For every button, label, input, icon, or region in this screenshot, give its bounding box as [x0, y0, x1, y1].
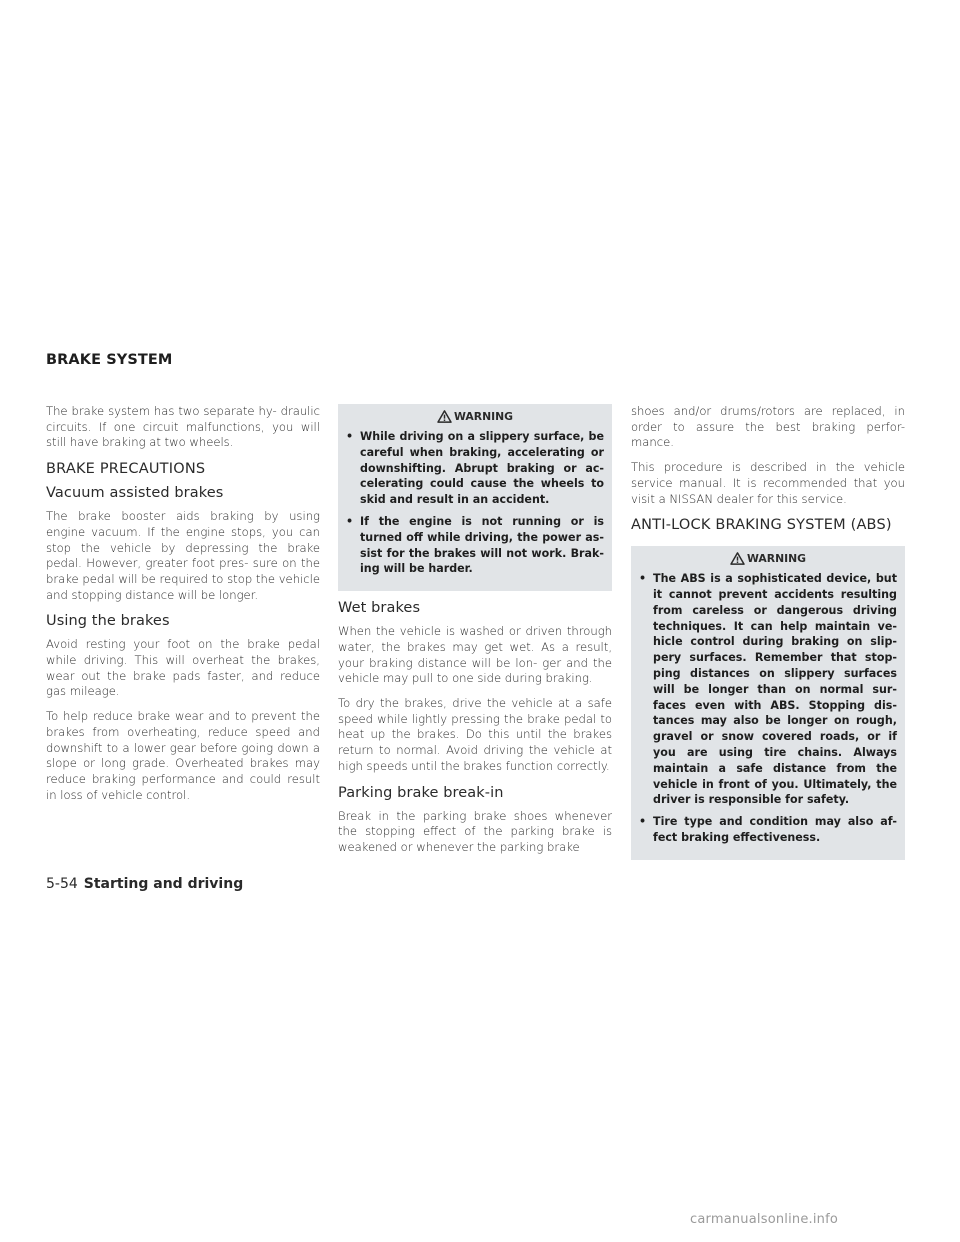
- column-1: [46, 404, 320, 812]
- wet-paragraph-1: When the vehicle is washed or driven through water, the brakes may get wet. As a result, your braking distance will be lon- ger and the vehicle may pull to one side during braking.: [338, 624, 612, 686]
- bullet: •: [639, 572, 647, 586]
- warning-item: [346, 514, 604, 577]
- warning-header: [346, 408, 604, 425]
- warning-box-brakes: [338, 404, 612, 591]
- warning-triangle-icon: [730, 552, 745, 565]
- warning-text: While driving on a slippery surface, be careful when braking, accelerating or downshifting. Abrupt braking or ac- celerating could cause the wheels to skid and result in an accident.: [360, 430, 604, 507]
- bullet: •: [346, 430, 354, 443]
- warning-text: The ABS is a sophisticated device, but it cannot prevent accidents resulting from careless or dangerous driving techniques. It can help maintain ve- hicle control during braking on slip- pery surfaces. Remember that stop- ping distances on slippery surfaces will be longer than on normal sur- faces even with ABS. Stopping dis- tances may also be longer on rough, gravel or snow covered roads, or if you are using tire chains. Always maintain a safe distance from the vehicle in front of you. Ultimately, the driver is responsible for safety.: [653, 572, 897, 807]
- using-paragraph-2: To help reduce brake wear and to prevent the brakes from overheating, reduce speed and downshift to a lower gear before going down a slope or long grade. Overheated brakes may reduce braking performance and could result in loss of vehicle control.: [46, 709, 320, 802]
- warning-item: [346, 429, 604, 508]
- warning-text: Tire type and condition may also af- fect braking effectiveness.: [653, 815, 897, 844]
- watermark: carmanualsonline.info: [690, 1212, 839, 1227]
- warning-item: [639, 571, 897, 808]
- chapter-title: Starting and driving: [83, 876, 244, 892]
- parking-paragraph: Break in the parking brake shoes whenever the stopping effect of the parking brake is weakened or whenever the parking brake: [338, 808, 612, 854]
- heading-wet-brakes: Wet brakes: [338, 600, 421, 617]
- warning-label: WARNING: [746, 552, 807, 566]
- page-number: 5-54: [46, 876, 78, 892]
- warning-box-abs: [631, 546, 905, 860]
- bullet: •: [639, 815, 647, 829]
- heading-parking-brake: Parking brake break-in: [338, 784, 504, 801]
- vacuum-paragraph: The brake booster aids braking by using engine vacuum. If the engine stops, you can stop the vehicle by depressing the brake pedal. However, greater foot pres- sure on the brake pedal will be required to stop the vehicle and stopping distance will be longer.: [46, 509, 320, 602]
- column-2: [338, 404, 612, 865]
- intro-paragraph: The brake system has two separate hy- draulic circuits. If one circuit malfunctions, you will still have braking at two wheels.: [46, 404, 320, 450]
- using-paragraph-1: Avoid resting your foot on the brake pedal while driving. This will overheat the brakes, wear out the brake pads faster, and reduce gas mileage.: [46, 637, 320, 699]
- procedure-paragraph: This procedure is described in the vehicle service manual. It is recommended that you visit a NISSAN dealer for this service.: [631, 460, 905, 506]
- bullet: •: [346, 514, 354, 528]
- warning-text: If the engine is not running or is turned off while driving, the power as- sist for the brakes will not work. Brak- ing will be harder.: [360, 514, 604, 576]
- heading-abs: ANTI-LOCK BRAKING SYSTEM (ABS): [631, 517, 892, 534]
- page-footer: [46, 876, 243, 892]
- heading-vacuum-assisted: Vacuum assisted brakes: [46, 485, 224, 502]
- warning-item: [639, 814, 897, 846]
- heading-brake-precautions: BRAKE PRECAUTIONS: [46, 461, 206, 478]
- warning-label: WARNING: [453, 410, 514, 423]
- column-3: [631, 404, 905, 868]
- heading-using-brakes: Using the brakes: [46, 613, 170, 630]
- warning-triangle-icon: [437, 410, 452, 423]
- section-title: BRAKE SYSTEM: [46, 352, 173, 368]
- parking-paragraph-continued: shoes and/or drums/rotors are replaced, in order to assure the best braking perfor- mance.: [631, 404, 905, 450]
- wet-paragraph-2: To dry the brakes, drive the vehicle at a safe speed while lightly pressing the brake pedal to heat up the brakes. Do this until the brakes return to normal. Avoid driving the vehicle at high speeds until the brakes function correctly.: [338, 695, 612, 773]
- warning-header: [639, 550, 897, 567]
